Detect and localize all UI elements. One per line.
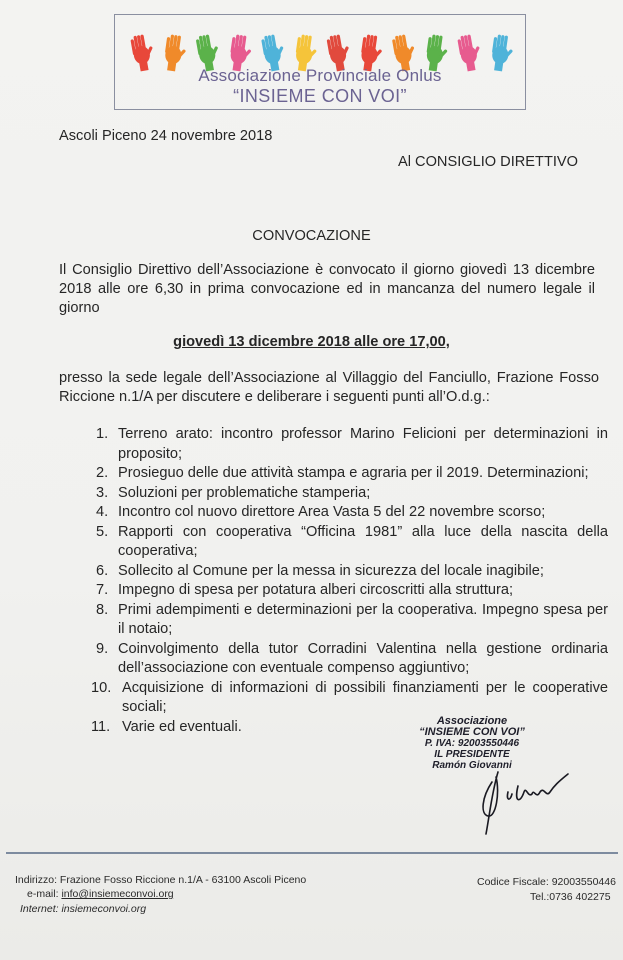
second-call-date: giovedì 13 dicembre 2018 alle ore 17,00, (173, 334, 450, 350)
footer-divider (6, 852, 618, 854)
agenda-text: Acquisizione di informazioni di possibili finanziamenti per le cooperative sociali; (122, 679, 608, 715)
place-date: Ascoli Piceno 24 novembre 2018 (59, 128, 273, 144)
logo-subtitle: Associazione Provinciale Onlus (198, 66, 442, 85)
association-logo (114, 14, 526, 110)
intro-paragraph: Il Consiglio Direttivo dell’Associazione è convocato il giorno giovedì 13 dicembre 2018 alle ore 6,30 in prima convocazione ed in mancanza del numero legale il giorno (59, 262, 595, 316)
recipient: Al CONSIGLIO DIRETTIVO (398, 154, 579, 170)
agenda-item (96, 425, 608, 464)
agenda-item (96, 484, 608, 504)
email-label: e-mail: (27, 888, 59, 900)
agenda-text: Prosieguo delle due attività stampa e agraria per il 2019. Determinazioni; (118, 465, 589, 481)
agenda-item (96, 464, 608, 484)
agenda-text: Impegno di spesa per potatura alberi circoscritti alla struttura; (118, 582, 514, 598)
internet-label: Internet: (20, 903, 59, 915)
agenda-text: Sollecito al Comune per la messa in sicurezza del locale inagibile; (118, 562, 544, 579)
subject-title: CONVOCAZIONE (252, 228, 371, 244)
agenda-text: Coinvolgimento della tutor Corradini Valentina nella gestione ordinaria dell’associazione con eventuale compenso aggiuntivo; (118, 640, 608, 676)
agenda-number: 4. (96, 504, 109, 520)
agenda-text: Terreno arato: incontro professor Marino Felicioni per determinazioni in proposito; (118, 426, 608, 462)
email-link[interactable]: info@insiemeconvoi.org (61, 888, 174, 900)
agenda-number: 9. (96, 640, 109, 657)
footer-phone: Tel.:0736 402275 (530, 891, 611, 903)
agenda-item (96, 601, 608, 640)
agenda-text: Soluzioni per problematiche stamperia; (118, 484, 371, 501)
logo-name: “INSIEME CON VOI” (233, 86, 407, 106)
agenda-number: 10. (91, 679, 112, 696)
agenda-item (91, 679, 608, 718)
footer-address: Indirizzo: Frazione Fosso Riccione n.1/A - 63100 Ascoli Piceno (15, 874, 307, 886)
stamp-line: P. IVA: 92003550446 (424, 738, 520, 749)
agenda-number: 7. (96, 582, 109, 598)
footer-internet (20, 902, 146, 917)
internet-link[interactable]: insiemeconvoi.org (61, 903, 147, 915)
agenda-item (96, 523, 608, 562)
agenda-item (96, 503, 608, 523)
footer-tax-code: Codice Fiscale: 92003550446 (477, 876, 616, 888)
agenda-list (91, 425, 608, 737)
stamp-line: Associazione (436, 715, 508, 727)
agenda-number: 5. (96, 523, 109, 540)
stamp-line: IL PRESIDENTE (434, 749, 510, 760)
location-paragraph: presso la sede legale dell’Associazione al Villaggio del Fanciullo, Frazione Fosso Riccione n.1/A per discutere e deliberare i seguenti punti all’O.d.g.: (59, 370, 599, 405)
stamp-line: “INSIEME CON VOI” (419, 726, 525, 738)
agenda-number: 8. (96, 601, 109, 618)
agenda-number: 1. (96, 426, 109, 442)
footer-email (27, 887, 174, 902)
agenda-item (96, 640, 608, 679)
agenda-number: 2. (96, 465, 109, 481)
agenda-number: 11. (91, 718, 111, 735)
agenda-item (96, 581, 608, 601)
president-signature (474, 752, 574, 842)
agenda-text: Incontro col nuovo direttore Area Vasta 5 del 22 novembre scorso; (118, 504, 546, 520)
agenda-item (96, 562, 608, 582)
agenda-text: Varie ed eventuali. (122, 718, 242, 735)
stamp-line: Ramón Giovanni (432, 760, 512, 771)
agenda-text: Rapporti con cooperativa “Officina 1981” alla luce della nascita della cooperativa; (118, 523, 608, 559)
agenda-text: Primi adempimenti e determinazioni per la cooperativa. Impegno spesa per il notaio; (118, 601, 608, 637)
agenda-number: 3. (96, 484, 109, 501)
agenda-number: 6. (96, 562, 109, 579)
